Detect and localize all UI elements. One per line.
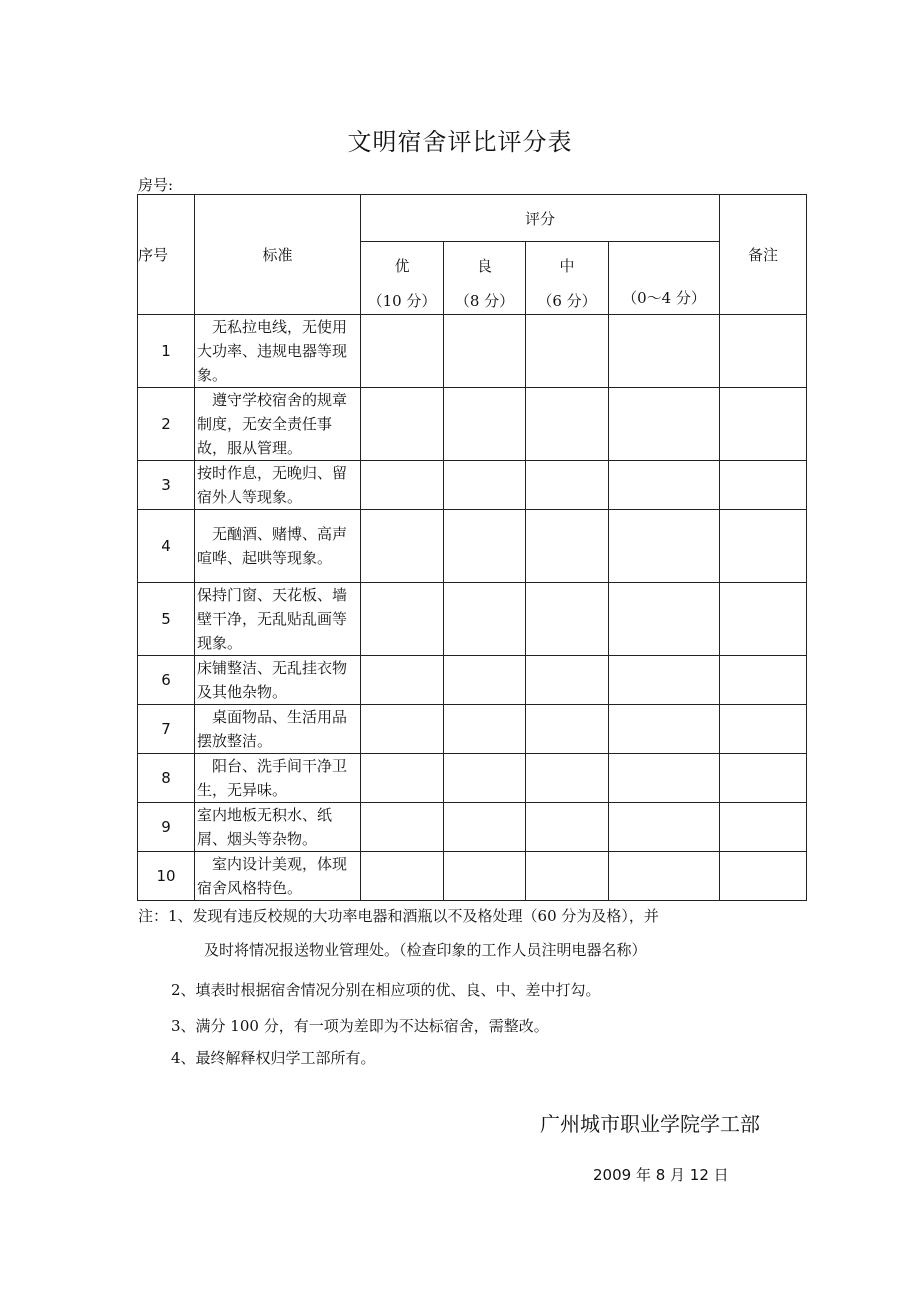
score-cell[interactable] (444, 388, 526, 461)
score-cell[interactable] (609, 656, 720, 705)
score-cell[interactable] (609, 803, 720, 852)
note-3: 3、满分 100 分，有一项为差即为不达标宿舍，需整改。 (171, 1017, 549, 1035)
remark-cell[interactable] (720, 315, 807, 388)
score-cell[interactable] (526, 803, 609, 852)
score-cell[interactable] (361, 388, 444, 461)
header-no: 序号 (138, 195, 195, 315)
score-cell[interactable] (609, 852, 720, 901)
score-cell[interactable] (526, 461, 609, 510)
score-cell[interactable] (609, 461, 720, 510)
score-cell[interactable] (609, 510, 720, 583)
score-cell[interactable] (609, 705, 720, 754)
row-criteria: 床铺整洁、无乱挂衣物及其他杂物。 (195, 656, 361, 705)
header-criteria: 标准 (195, 195, 361, 315)
grade-medium (526, 242, 609, 315)
table-row (138, 656, 807, 705)
room-number-label: 房号: (138, 176, 174, 194)
row-criteria: 阳台、洗手间干净卫生，无异味。 (195, 754, 361, 803)
issuing-organization: 广州城市职业学院学工部 (540, 1112, 760, 1136)
table-row (138, 803, 807, 852)
row-criteria: 遵守学校宿舍的规章制度，无安全责任事故，服从管理。 (195, 388, 361, 461)
score-cell[interactable] (444, 754, 526, 803)
remark-cell[interactable] (720, 803, 807, 852)
score-cell[interactable] (526, 315, 609, 388)
score-cell[interactable] (361, 583, 444, 656)
row-criteria: 按时作息，无晚归、留宿外人等现象。 (195, 461, 361, 510)
score-cell[interactable] (609, 388, 720, 461)
row-number: 8 (138, 754, 195, 803)
score-cell[interactable] (444, 656, 526, 705)
notes-section (138, 905, 778, 1069)
note-1-continued: 及时将情况报送物业管理处。（检查印象的工作人员注明电器名称） (204, 941, 647, 959)
note-1: 注：1、发现有违反校规的大功率电器和酒瓶以不及格处理（60 分为及格），并 (138, 907, 659, 925)
remark-cell[interactable] (720, 852, 807, 901)
score-cell[interactable] (361, 852, 444, 901)
row-number: 10 (138, 852, 195, 901)
row-criteria: 无酗酒、赌博、高声喧哗、起哄等现象。 (195, 510, 361, 583)
score-cell[interactable] (444, 315, 526, 388)
grade-label: 良 (476, 257, 492, 275)
score-cell[interactable] (526, 583, 609, 656)
table-row (138, 754, 807, 803)
score-cell[interactable] (361, 461, 444, 510)
row-number: 3 (138, 461, 195, 510)
score-cell[interactable] (444, 705, 526, 754)
grade-points: （6 分） (537, 292, 597, 310)
table-row (138, 315, 807, 388)
grade-points: （8 分） (454, 292, 515, 310)
note-2: 2、填表时根据宿舍情况分别在相应项的优、良、中、差中打勾。 (171, 981, 601, 999)
remark-cell[interactable] (720, 388, 807, 461)
grade-points: （10 分） (367, 292, 437, 310)
row-number: 1 (138, 315, 195, 388)
score-cell[interactable] (361, 656, 444, 705)
header-score: 评分 (361, 195, 720, 242)
table-row (138, 852, 807, 901)
score-cell[interactable] (609, 583, 720, 656)
score-cell[interactable] (526, 705, 609, 754)
row-number: 4 (138, 510, 195, 583)
score-cell[interactable] (444, 583, 526, 656)
remark-cell[interactable] (720, 510, 807, 583)
form-title: 文明宿舍评比评分表 (347, 128, 573, 156)
remark-cell[interactable] (720, 754, 807, 803)
table-row (138, 461, 807, 510)
grade-label: 优 (394, 257, 410, 275)
grade-label (609, 255, 719, 273)
remark-cell[interactable] (720, 705, 807, 754)
score-table (137, 194, 807, 901)
score-cell[interactable] (361, 705, 444, 754)
row-number: 2 (138, 388, 195, 461)
score-cell[interactable] (526, 852, 609, 901)
score-cell[interactable] (526, 388, 609, 461)
score-cell[interactable] (444, 852, 526, 901)
table-row (138, 388, 807, 461)
row-criteria: 桌面物品、生活用品摆放整洁。 (195, 705, 361, 754)
score-cell[interactable] (361, 754, 444, 803)
note-4: 4、最终解释权归学工部所有。 (171, 1049, 376, 1067)
row-number: 9 (138, 803, 195, 852)
score-cell[interactable] (526, 754, 609, 803)
row-criteria: 室内设计美观，体现宿舍风格特色。 (195, 852, 361, 901)
grade-excellent (361, 242, 444, 315)
score-cell[interactable] (444, 461, 526, 510)
remark-cell[interactable] (720, 656, 807, 705)
grade-poor (609, 242, 720, 315)
score-cell[interactable] (609, 315, 720, 388)
row-number: 6 (138, 656, 195, 705)
table-row (138, 510, 807, 583)
table-row (138, 583, 807, 656)
score-cell[interactable] (609, 754, 720, 803)
table-row (138, 705, 807, 754)
row-criteria: 无私拉电线，无使用大功率、违规电器等现象。 (195, 315, 361, 388)
score-cell[interactable] (361, 510, 444, 583)
row-number: 5 (138, 583, 195, 656)
remark-cell[interactable] (720, 461, 807, 510)
row-criteria: 保持门窗、天花板、墙壁干净，无乱贴乱画等现象。 (195, 583, 361, 656)
grade-good (444, 242, 526, 315)
remark-cell[interactable] (720, 583, 807, 656)
issue-date: 2009 年 8 月 12 日 (593, 1166, 729, 1184)
grade-points: （0～4 分） (622, 289, 706, 307)
grade-label: 中 (559, 257, 575, 275)
score-cell[interactable] (526, 656, 609, 705)
score-cell[interactable] (526, 510, 609, 583)
row-criteria: 室内地板无积水、纸屑、烟头等杂物。 (195, 803, 361, 852)
score-cell[interactable] (444, 510, 526, 583)
score-cell[interactable] (444, 803, 526, 852)
row-number: 7 (138, 705, 195, 754)
header-remark: 备注 (720, 195, 807, 315)
score-cell[interactable] (361, 315, 444, 388)
score-cell[interactable] (361, 803, 444, 852)
